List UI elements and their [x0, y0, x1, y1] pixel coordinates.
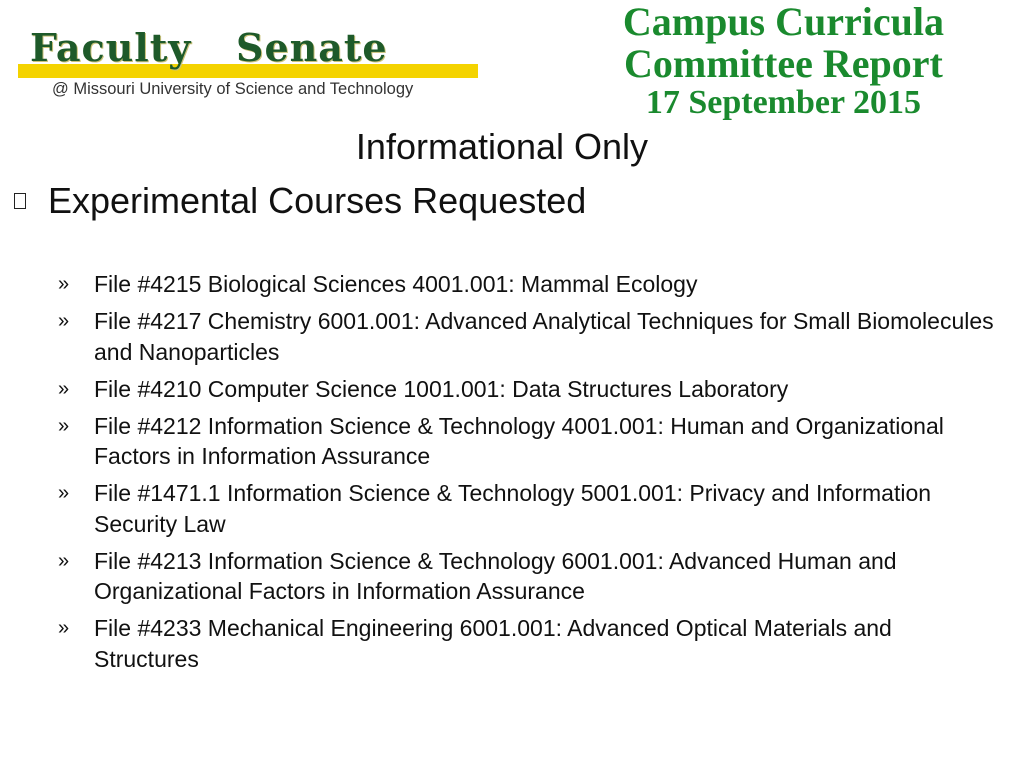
bullet-marker: »	[58, 482, 70, 504]
report-title-line2: Committee Report	[624, 41, 943, 86]
square-bullet-icon	[14, 193, 26, 209]
logo-word-senate: Senate	[236, 25, 388, 70]
bullet-marker: »	[58, 310, 70, 332]
logo-word-faculty: Faculty	[30, 25, 192, 70]
list-item	[58, 478, 1003, 539]
report-title	[623, 0, 944, 120]
list-item-text: File #4213 Information Science & Technology 6001.001: Advanced Human and Organizational Factors in Information Assurance	[94, 547, 897, 604]
list-item-text: File #4212 Information Science & Technology 4001.001: Human and Organizational Factors in Information Assurance	[94, 412, 944, 469]
section-heading-row	[14, 180, 586, 222]
bullet-marker: »	[58, 273, 70, 295]
faculty-senate-logo	[18, 18, 480, 110]
list-item-text: File #4233 Mechanical Engineering 6001.001: Advanced Optical Materials and Structures	[94, 615, 892, 672]
subheading: Informational Only	[355, 126, 649, 167]
bullet-marker: »	[58, 377, 70, 400]
list-item-text: File #1471.1 Information Science & Technology 5001.001: Privacy and Information Security Law	[94, 480, 932, 537]
list-item	[58, 546, 1003, 607]
list-item-text: File #4217 Chemistry 6001.001: Advanced Analytical Techniques for Small Biomolecules and Nanoparticles	[94, 308, 994, 365]
bullet-marker: »	[58, 617, 70, 639]
report-title-line1: Campus Curricula	[622, 0, 944, 44]
course-list	[58, 269, 1003, 681]
logo-subtitle: @ Missouri University of Science and Technology	[52, 80, 414, 98]
bullet-marker: »	[58, 549, 70, 572]
list-item	[58, 411, 1003, 472]
list-item	[58, 269, 1003, 300]
report-date: 17 September 2015	[645, 84, 921, 121]
list-item	[58, 306, 1003, 367]
bullet-marker: »	[58, 414, 70, 437]
section-heading: Experimental Courses Requested	[48, 180, 587, 221]
list-item-text: File #4215 Biological Sciences 4001.001: Mammal Ecology	[94, 271, 698, 297]
list-item	[58, 613, 1003, 674]
list-item	[58, 374, 1003, 405]
list-item-text: File #4210 Computer Science 1001.001: Data Structures Laboratory	[94, 375, 789, 402]
